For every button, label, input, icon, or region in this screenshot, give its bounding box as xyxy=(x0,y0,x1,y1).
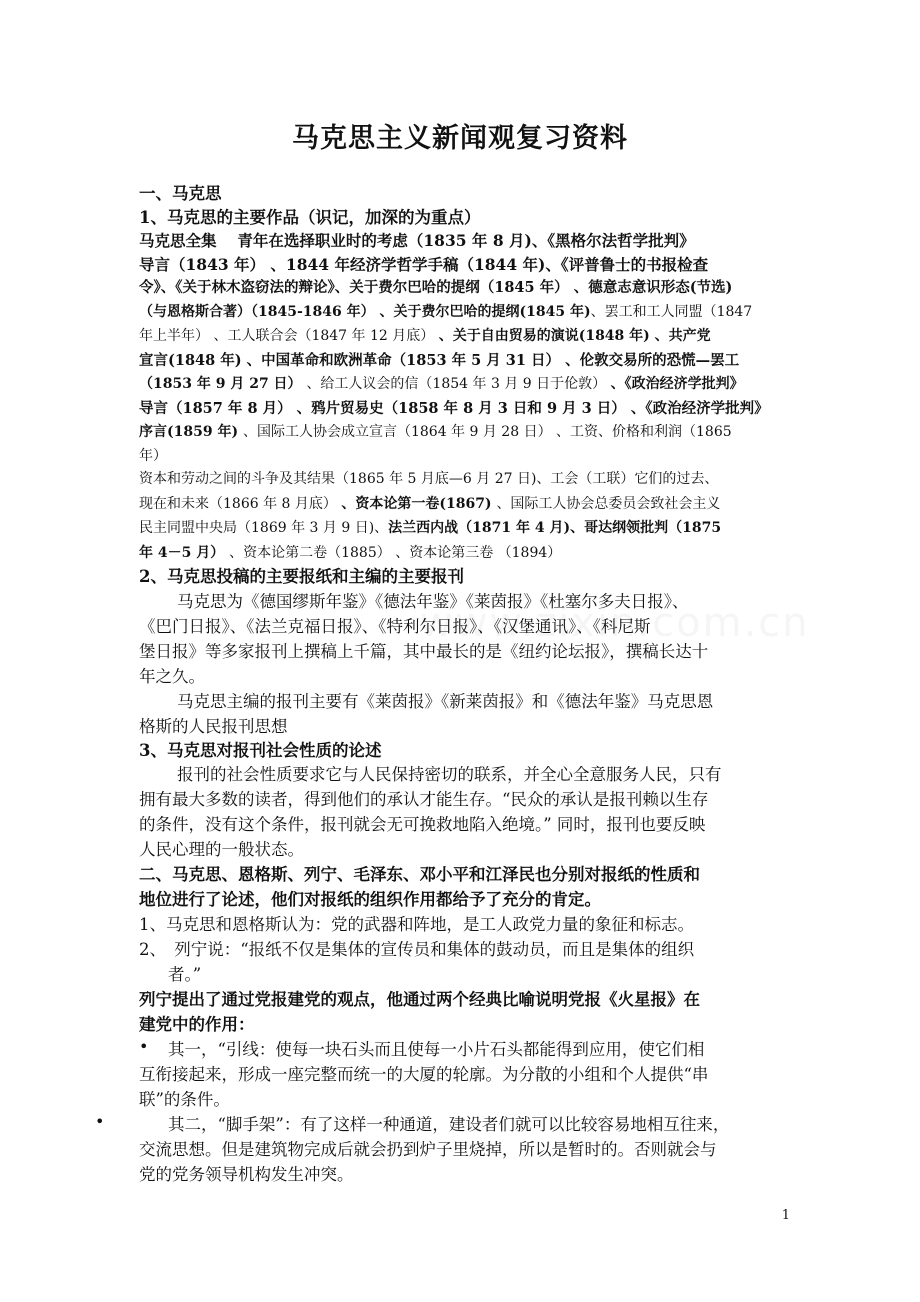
works-line: 马克思全集 青年在选择职业时的考虑（1835 年 8 月)、《黑格尔法哲学批判》 xyxy=(139,231,695,250)
subsection-heading: 1、马克思的主要作品（识记，加深的为重点） xyxy=(139,207,481,227)
document-body xyxy=(95,182,787,1187)
page-number: 1 xyxy=(781,1208,790,1223)
lenin-heading xyxy=(139,987,787,1037)
works-list xyxy=(139,229,787,565)
works-segment: 、关于自由贸易的演说(1848 年) 、共产党 xyxy=(438,328,711,344)
paragraph-line: 马克思为《德国缪斯年鉴》《德法年鉴》《莱茵报》《杜塞尔多夫日报》、 xyxy=(177,591,689,611)
subsection-heading: 3、马克思对报刊社会性质的论述 xyxy=(139,740,382,760)
works-segment: 现在和未来（1866 年 8 月底） xyxy=(139,495,342,512)
numbered-item-continuation: 者。” xyxy=(168,965,202,984)
paragraph xyxy=(139,589,787,689)
lenin-heading-line: 列宁提出了通过党报建党的观点，他通过两个经典比喻说明党报《火星报》在 xyxy=(139,990,700,1009)
works-segment: 、罢工和工人同盟（1847 xyxy=(590,303,753,320)
paragraph xyxy=(139,762,787,862)
bullet-item xyxy=(95,1112,787,1187)
bullet-line: 其一，“引线：使每一块石头而且使每一小片石头都能得到应用，使它们相 xyxy=(168,1040,705,1059)
works-line xyxy=(139,324,787,349)
works-segment: 、国际工人协会成立宣言（1864 年 9 月 28 日） 、工资、价格和利润（1865 xyxy=(242,424,732,440)
paragraph-line: 年之久。 xyxy=(139,666,205,686)
bullet-line: 其二，“脚手架”：有了这样一种通道，建设者们就可以比较容易地相互往来， xyxy=(168,1115,730,1134)
paragraph-line: 堡日报》等多家报刊上撰稿上千篇，其中最长的是《纽约论坛报》，撰稿长达十 xyxy=(139,641,709,661)
works-line: 宣言(1848 年) 、中国革命和欧洲革命（1853 年 5 月 31 日） 、伦敦交易所的恐慌—罢工 xyxy=(139,351,740,369)
works-line xyxy=(139,372,787,397)
works-line xyxy=(139,300,787,325)
bullet-line: 互衔接起来，形成一座完整而统一的大厦的轮廓。为分散的小组和个人提供“串 xyxy=(139,1065,709,1084)
works-segment: 、给工人议会的信（1854 年 3 月 9 日于伦敦） xyxy=(306,376,611,392)
works-segment: 、资本论第二卷（1885） 、资本论第三卷 （1894） xyxy=(229,544,562,561)
bullet-line: 联”的条件。 xyxy=(139,1090,230,1109)
paragraph-line: 拥有最大多数的读者，得到他们的承认才能生存。“民众的承认是报刊赖以生存 xyxy=(139,790,709,809)
works-segment: 法兰西内战（1871 年 4 月)、哥达纲领批判（1875 xyxy=(388,520,722,536)
works-line: 令》、《关于林木盗窃法的辩论》、关于费尔巴哈的提纲（1845 年） 、德意志意识形态(节选) xyxy=(139,279,733,296)
works-segment: 、资本论第一卷(1867) xyxy=(341,495,497,512)
paragraph-line: 马克思主编的报刊主要有《莱茵报》《新莱茵报》和《德法年鉴》马克思恩 xyxy=(177,691,714,711)
works-segment: 序言(1859 年) xyxy=(139,424,243,440)
paragraph-line: 人民心理的一般状态。 xyxy=(139,840,304,859)
works-segment: （与恩格斯合著）（1845-1846 年） 、关于费尔巴哈的提纲(1845 年) xyxy=(139,303,591,320)
bullet-line: 交流思想。但是建筑物完成后就会扔到炉子里烧掉，所以是暂时的。否则就会与 xyxy=(139,1140,717,1159)
works-segment: 、国际工人协会总委员会致社会主义 xyxy=(496,495,721,512)
numbered-item: 1、马克思和恩格斯认为：党的武器和阵地，是工人政党力量的象征和标志。 xyxy=(139,915,694,934)
works-line xyxy=(139,420,787,445)
works-line: 年） xyxy=(139,447,167,464)
bullet-icon: • xyxy=(95,1112,105,1131)
paragraph-line: 《巴门日报》、《法兰克福日报》、《特利尔日报》、《汉堡通讯》、《科尼斯 xyxy=(139,616,651,636)
page-title: 马克思主义新闻观复习资料 xyxy=(292,123,628,154)
numbered-item: 2、 列宁说：“报纸不仅是集体的宣传员和集体的鼓动员，而且是集体的组织 xyxy=(139,940,695,959)
works-segment: 年 4－5 月） xyxy=(139,544,230,561)
works-line xyxy=(139,516,787,541)
works-line: 导言（1857 年 8 月） 、鸦片贸易史（1858 年 8 月 3 日和 9 月 3 日） 、《政治经济学批判》 xyxy=(139,399,769,417)
works-segment: 、《政治经济学批判》 xyxy=(610,376,744,392)
bullet-line: 党的党务领导机构发生冲突。 xyxy=(139,1165,354,1184)
subsection-heading: 2、马克思投稿的主要报纸和主编的主要报刊 xyxy=(139,567,464,586)
paragraph-line: 格斯的人民报刊思想 xyxy=(139,716,288,736)
works-line: 资本和劳动之间的斗争及其结果（1865 年 5 月底—6 月 27 日)、工会（工联）它们的过去、 xyxy=(139,471,719,487)
section-heading: 一、马克思 xyxy=(139,184,222,203)
lenin-heading-line: 建党中的作用： xyxy=(139,1015,255,1034)
works-line xyxy=(139,541,787,566)
works-segment: 民主同盟中央局（1869 年 3 月 9 日)、 xyxy=(139,520,389,536)
section-heading-line: 二、马克思、恩格斯、列宁、毛泽东、邓小平和江泽民也分别对报纸的性质和 xyxy=(139,865,700,884)
section-heading-line: 地位进行了论述，他们对报纸的组织作用都给予了充分的肯定。 xyxy=(139,890,601,909)
section-heading xyxy=(139,862,787,912)
works-segment: （1853 年 9 月 27 日） xyxy=(139,376,307,392)
paragraph-line: 的条件，没有这个条件，报刊就会无可挽救地陷入绝境。” 同时，报刊也要反映 xyxy=(139,815,706,834)
works-segment: 年上半年） 、工人联合会（1847 年 12 月底） xyxy=(139,328,439,344)
works-line xyxy=(139,492,787,517)
bullet-icon: • xyxy=(139,1037,149,1056)
paragraph-line: 报刊的社会性质要求它与人民保持密切的联系，并全心全意服务人民，只有 xyxy=(177,765,722,784)
works-line: 导言（1843 年） 、1844 年经济学哲学手稿（1844 年)、《评普鲁士的书报检查 xyxy=(139,254,709,274)
paragraph xyxy=(139,689,787,739)
bullet-item xyxy=(139,1037,787,1112)
